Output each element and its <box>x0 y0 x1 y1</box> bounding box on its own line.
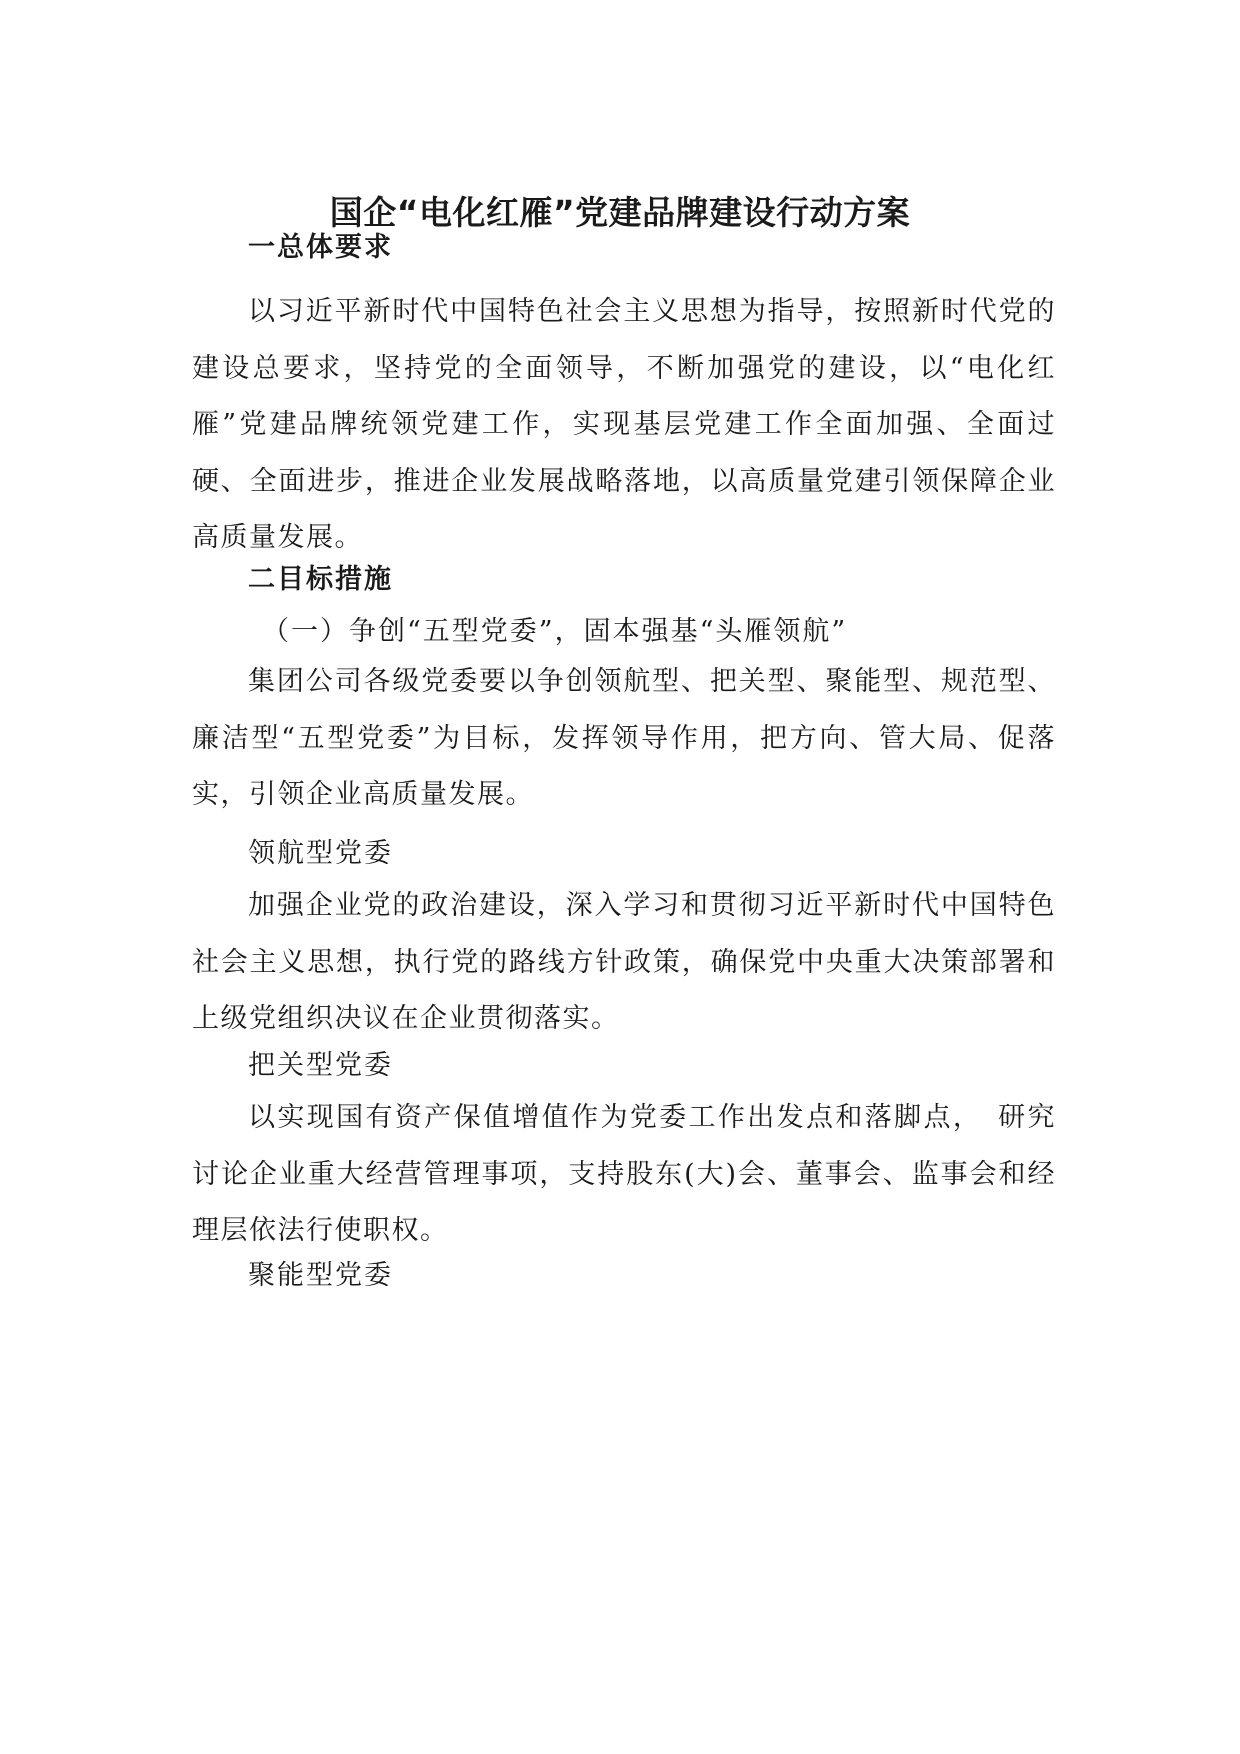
subsection-heading-five-type-committees: （一）争创“五型党委”，固本强基“头雁领航” <box>262 616 848 647</box>
document-title: 国企“电化红雁”党建品牌建设行动方案 <box>329 193 911 232</box>
item-label-energy-committee: 聚能型党委 <box>248 1260 393 1291</box>
section-heading-general-requirements: 一总体要求 <box>248 232 393 263</box>
paragraph-general-requirements: 以习近平新时代中国特色社会主义思想为指导，按照新时代党的建设总要求，坚持党的全面领导，不断加强党的建设，以“电化红雁”党建品牌统领党建工作，实现基层党建工作全面加强、全面过硬、全面进步，推进企业发展战略落地，以高质量党建引领保障企业高质量发展。 <box>192 296 1056 553</box>
paragraph-five-type-intro: 集团公司各级党委要以争创领航型、把关型、聚能型、规范型、廉洁型“五型党委”为目标，发挥领导作用，把方向、管大局、促落实，引领企业高质量发展。 <box>192 666 1056 810</box>
item-text-navigation-committee: 加强企业党的政治建设，深入学习和贯彻习近平新时代中国特色社会主义思想，执行党的路线方针政策，确保党中央重大决策部署和上级党组织决议在企业贯彻落实。 <box>192 890 1056 1034</box>
item-text-gatekeeping-committee: 以实现国有资产保值增值作为党委工作出发点和落脚点， 研究讨论企业重大经营管理事项，支持股东(大)会、董事会、监事会和经理层依法行使职权。 <box>192 1102 1056 1246</box>
item-label-navigation-committee: 领航型党委 <box>248 838 393 869</box>
item-label-gatekeeping-committee: 把关型党委 <box>248 1050 393 1081</box>
section-heading-goals-measures: 二目标措施 <box>248 564 393 595</box>
